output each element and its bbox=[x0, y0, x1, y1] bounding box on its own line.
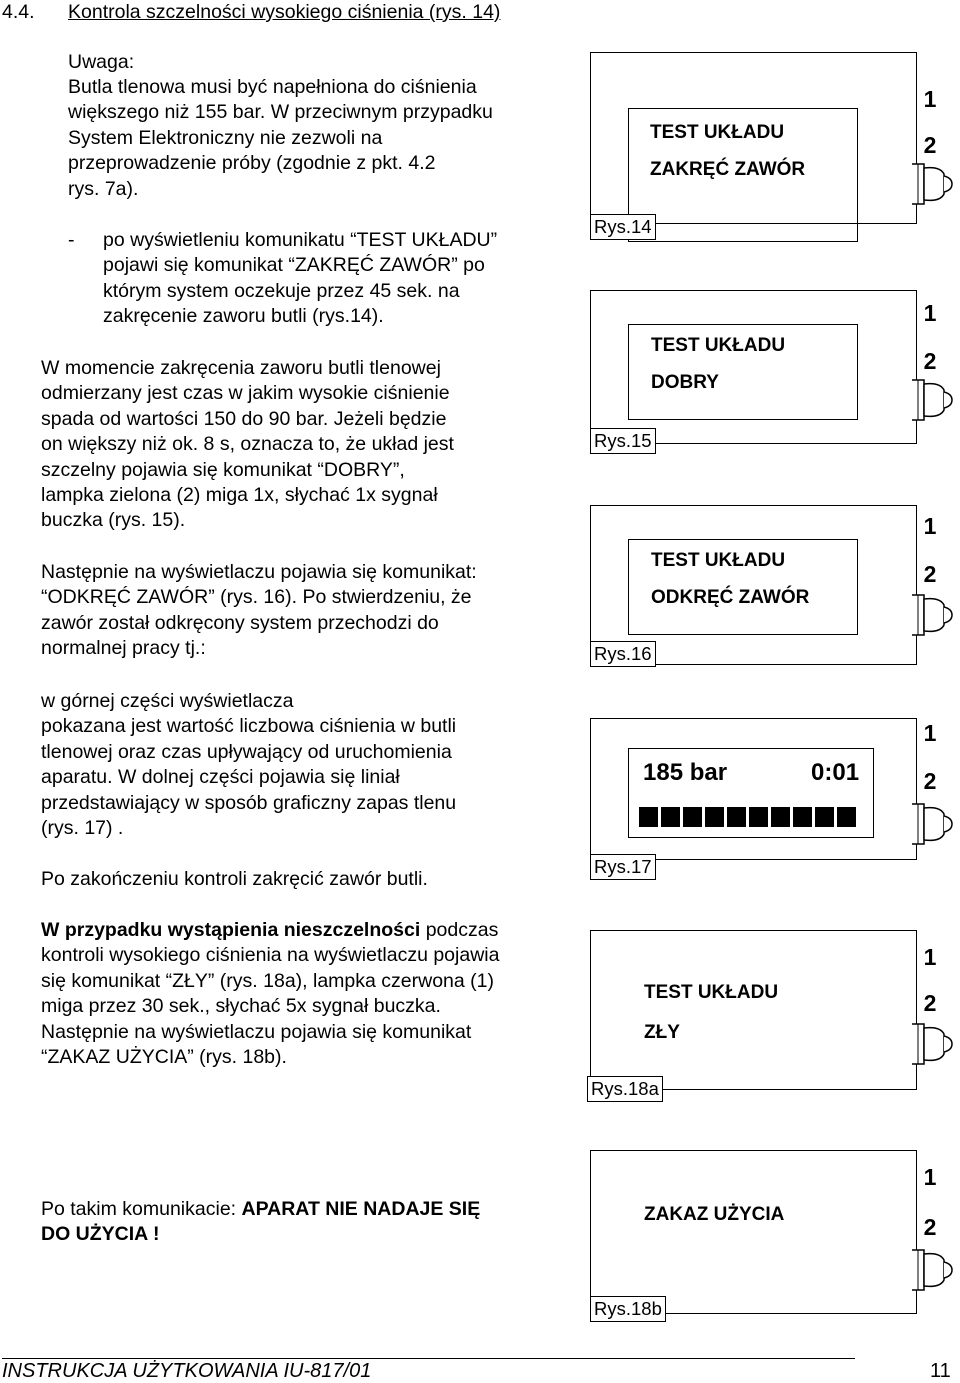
valve-knob-icon bbox=[910, 1246, 960, 1294]
note-text bbox=[68, 75, 493, 202]
lcd-line-1: TEST UKŁADU bbox=[644, 982, 779, 1003]
led-2-label: 2 bbox=[923, 1214, 937, 1240]
lcd-line-2: ZAKRĘĆ ZAWÓR bbox=[650, 159, 806, 180]
gauge-segment bbox=[639, 807, 658, 827]
unusable-bold: APARAT NIE NADAJE SIĘ bbox=[241, 1198, 481, 1220]
leak-rest: podczas bbox=[420, 919, 499, 941]
footer-rule bbox=[2, 1358, 855, 1359]
device-frame bbox=[590, 1150, 917, 1314]
gauge-segment bbox=[705, 807, 724, 827]
para-line: “ZAKAZ UŻYCIA” (rys. 18b). bbox=[41, 1046, 287, 1069]
lcd-line-1: TEST UKŁADU bbox=[650, 122, 785, 143]
para-line: Następnie na wyświetlaczu pojawia się komunikat bbox=[41, 1020, 472, 1043]
para-line: on większy niż ok. 8 s, oznacza to, że układ jest bbox=[41, 433, 454, 456]
led-1-label: 1 bbox=[923, 513, 937, 539]
bullet-marker: - bbox=[68, 229, 75, 251]
lcd-line-1: ZAKAZ UŻYCIA bbox=[644, 1204, 785, 1225]
paragraph-unusable bbox=[41, 1197, 480, 1248]
valve-knob-icon bbox=[910, 376, 960, 424]
lcd-display bbox=[628, 539, 858, 635]
bullet-line: zakręcenie zaworu butli (rys.14). bbox=[103, 305, 384, 328]
para-line: kontroli wysokiego ciśnienia na wyświetlaczu pojawia bbox=[41, 944, 500, 967]
section-title: Kontrola szczelności wysokiego ciśnienia (rys. 14) bbox=[68, 1, 501, 23]
figure-caption: Rys.18b bbox=[590, 1296, 666, 1322]
gauge-segment bbox=[683, 807, 702, 827]
led-2-label: 2 bbox=[923, 132, 937, 158]
para-line: Następnie na wyświetlaczu pojawia się komunikat: bbox=[41, 561, 477, 583]
gauge-segment bbox=[815, 807, 834, 827]
gauge-segment bbox=[749, 807, 768, 827]
gauge-segment bbox=[771, 807, 790, 827]
led-2-label: 2 bbox=[923, 768, 937, 794]
para-line: pokazana jest wartość liczbowa ciśnienia w butli bbox=[41, 715, 457, 738]
para-line: “ODKRĘĆ ZAWÓR” (rys. 16). Po stwierdzeniu, że bbox=[41, 586, 472, 609]
para-line: zawór został odkręcony system przechodzi do bbox=[41, 611, 439, 634]
para-line: w górnej części wyświetlacza bbox=[41, 690, 294, 712]
para-line: odmierzany jest czas w jakim wysokie ciśnienie bbox=[41, 382, 450, 405]
paragraph-open-valve bbox=[41, 560, 477, 662]
page-number: 11 bbox=[930, 1360, 951, 1382]
device-frame bbox=[590, 930, 917, 1090]
figure-rys18b bbox=[590, 1150, 960, 1330]
led-2-label: 2 bbox=[923, 561, 937, 587]
figure-rys14 bbox=[590, 52, 960, 252]
footer-manual: INSTRUKCJA UŻYTKOWANIA IU-817/01 bbox=[2, 1360, 372, 1382]
lcd-display bbox=[628, 324, 858, 420]
lcd-display bbox=[628, 748, 874, 838]
note-line: System Elektroniczny nie zezwoli na bbox=[68, 126, 383, 149]
figure-caption: Rys.15 bbox=[590, 428, 656, 454]
led-1-label: 1 bbox=[923, 1164, 937, 1190]
gauge-segment bbox=[837, 807, 856, 827]
lcd-line-1: TEST UKŁADU bbox=[651, 335, 786, 356]
figure-caption: Rys.14 bbox=[590, 214, 656, 240]
valve-knob-icon bbox=[910, 591, 960, 639]
note-line: większego niż 155 bar. W przeciwnym przypadku bbox=[68, 101, 493, 124]
paragraph-leak bbox=[41, 918, 499, 1070]
lcd-pressure: 185 bar bbox=[643, 759, 728, 786]
paragraph-display-info bbox=[41, 689, 456, 841]
led-1-label: 1 bbox=[923, 86, 937, 112]
note-line: rys. 7a). bbox=[68, 177, 139, 200]
lcd-line-2: ZŁY bbox=[644, 1022, 680, 1043]
para-line: lampka zielona (2) miga 1x, słychać 1x sygnał bbox=[41, 484, 438, 507]
unusable-bold-2: DO UŻYCIA ! bbox=[41, 1223, 160, 1246]
para-line: spada od wartości 150 do 90 bar. Jeżeli będzie bbox=[41, 407, 447, 430]
gauge-segment bbox=[661, 807, 680, 827]
lcd-line-1: TEST UKŁADU bbox=[651, 550, 786, 571]
valve-knob-icon bbox=[910, 160, 960, 208]
bullet-line: po wyświetleniu komunikatu “TEST UKŁADU” bbox=[103, 229, 498, 251]
oxygen-gauge-bar bbox=[639, 807, 863, 829]
led-1-label: 1 bbox=[923, 300, 937, 326]
para-line: aparatu. W dolnej części pojawia się liniał bbox=[41, 766, 400, 789]
section-number: 4.4. bbox=[2, 1, 35, 23]
valve-knob-icon bbox=[910, 1020, 960, 1068]
bullet-text bbox=[103, 228, 497, 330]
figure-caption: Rys.18a bbox=[587, 1076, 663, 1102]
gauge-segment bbox=[727, 807, 746, 827]
figure-caption: Rys.17 bbox=[590, 854, 656, 880]
para-line: tlenowej oraz czas upływający od uruchomienia bbox=[41, 740, 452, 763]
figure-rys18a bbox=[590, 930, 960, 1105]
note-line: Butla tlenowa musi być napełniona do ciśnienia bbox=[68, 76, 477, 98]
note-label: Uwaga: bbox=[68, 51, 135, 73]
paragraph-close-valve: Po zakończeniu kontroli zakręcić zawór butli. bbox=[41, 868, 428, 890]
figure-rys17 bbox=[590, 718, 960, 888]
para-line: szczelny pojawia się komunikat “DOBRY”, bbox=[41, 458, 405, 481]
led-2-label: 2 bbox=[923, 990, 937, 1016]
para-line: normalnej pracy tj.: bbox=[41, 637, 206, 660]
para-line: W momencie zakręcenia zaworu butli tlenowej bbox=[41, 357, 441, 379]
para-line: się komunikat “ZŁY” (rys. 18a), lampka czerwona (1) bbox=[41, 969, 494, 992]
para-line: buczka (rys. 15). bbox=[41, 509, 186, 532]
led-1-label: 1 bbox=[923, 944, 937, 970]
led-2-label: 2 bbox=[923, 348, 937, 374]
figure-rys15 bbox=[590, 290, 960, 460]
bullet-line: pojawi się komunikat “ZAKRĘĆ ZAWÓR” po bbox=[103, 254, 485, 277]
leak-lead: W przypadku wystąpienia nieszczelności bbox=[41, 919, 421, 941]
valve-knob-icon bbox=[910, 800, 960, 848]
figure-caption: Rys.16 bbox=[590, 641, 656, 667]
led-1-label: 1 bbox=[923, 720, 937, 746]
bullet-line: którym system oczekuje przez 45 sek. na bbox=[103, 279, 460, 302]
para-line: miga przez 30 sek., słychać 5x sygnał buczka. bbox=[41, 995, 441, 1018]
lcd-line-2: ODKRĘĆ ZAWÓR bbox=[651, 587, 810, 608]
gauge-segment bbox=[793, 807, 812, 827]
lcd-time: 0:01 bbox=[811, 759, 860, 786]
paragraph-pressure-drop bbox=[41, 356, 454, 534]
para-line: przedstawiający w sposób graficzny zapas tlenu bbox=[41, 791, 457, 814]
unusable-lead: Po takim komunikacie: bbox=[41, 1198, 242, 1220]
lcd-line-2: DOBRY bbox=[651, 372, 719, 393]
para-line: (rys. 17) . bbox=[41, 817, 124, 840]
figure-rys16 bbox=[590, 505, 960, 680]
note-line: przeprowadzenie próby (zgodnie z pkt. 4.2 bbox=[68, 152, 436, 175]
